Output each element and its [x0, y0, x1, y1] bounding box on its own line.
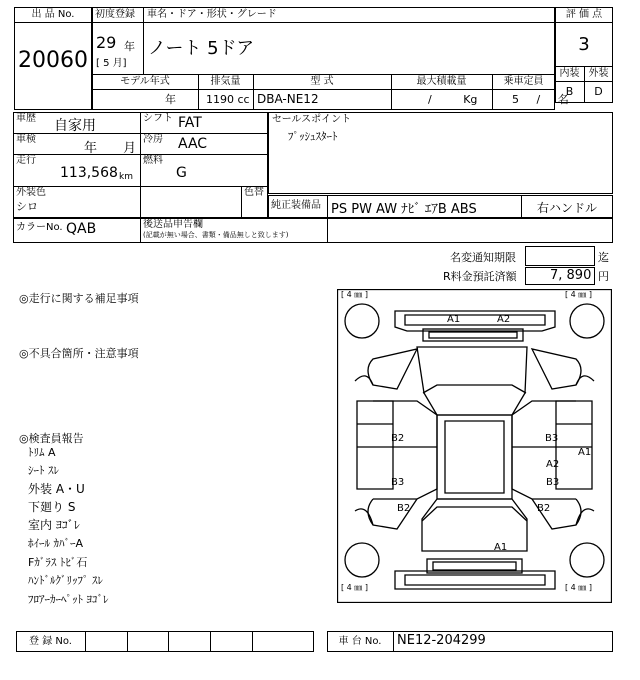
- tyre-depth-front-left: [ 4 ㎜ ]: [341, 290, 368, 299]
- interior-label: 内装: [559, 68, 580, 79]
- running-notes-label: ◎走行に関する補足事項: [19, 292, 139, 305]
- inspector-item: 外装 A・U: [28, 482, 85, 496]
- color-no-value: QAB: [66, 221, 97, 237]
- history-label: 車歴: [16, 113, 36, 124]
- docs-label: 後送品申告欄: [143, 219, 203, 230]
- inspector-item: ｼｰﾄ ｽﾚ: [28, 464, 59, 477]
- tyre-depth-rear-right: [ 4 ㎜ ]: [565, 583, 592, 592]
- docs-note: (記載が無い場合、書類・備品無しと致します): [143, 231, 289, 239]
- reg-label: 初度登録: [95, 9, 135, 20]
- color-docs-row: [13, 218, 613, 243]
- reg-year: 29: [96, 33, 117, 52]
- interior-score: B: [565, 85, 574, 98]
- recycle-value: 7, 890: [550, 268, 592, 283]
- model-year-label: モデル年式: [120, 76, 170, 87]
- name-change-unit: 迄: [598, 251, 609, 264]
- lot-number: 20060: [18, 48, 88, 73]
- mileage-unit: km: [119, 172, 133, 182]
- capacity-value: 5 / 名: [512, 93, 569, 106]
- car-name: ノート 5ドア: [148, 38, 255, 59]
- lot-label: 出 品 No.: [31, 9, 75, 20]
- mark-right-quarter-b2: B2: [537, 503, 551, 514]
- chassis-number: NE12-204299: [397, 633, 486, 648]
- type-label: 型 式: [310, 76, 334, 87]
- aircon-label: 冷房: [143, 134, 163, 145]
- capacity-label: 乗車定員: [503, 76, 544, 87]
- history-value: 自家用: [54, 118, 96, 134]
- shift-label: シフト: [143, 113, 173, 124]
- name-label: 車名・ドア・形状・グレード: [147, 9, 277, 20]
- model-year-unit: 年: [165, 93, 176, 106]
- sales-point-label: セールスポイント: [272, 114, 352, 125]
- color-value: シロ: [16, 200, 38, 213]
- recolor-label: 色替: [244, 187, 264, 198]
- fuel-label: 燃料: [143, 155, 163, 166]
- year-unit: 年: [124, 40, 135, 53]
- tyre-depth-front-right: [ 4 ㎜ ]: [565, 290, 592, 299]
- mark-right-front-door-b3: B3: [545, 433, 559, 444]
- equipment-label: 純正装備品: [271, 200, 321, 211]
- displacement-value: 1190 cc: [206, 93, 250, 106]
- name-change-label: 名変通知期限: [450, 251, 516, 264]
- recycle-unit: 円: [598, 270, 609, 283]
- max-load-label: 最大積載量: [416, 76, 467, 87]
- recycle-label: R料金預託済額: [443, 270, 517, 283]
- mark-right-side-a1: A1: [578, 447, 592, 458]
- max-load-value: / Kg: [428, 93, 478, 106]
- tyre-depth-rear-left: [ 4 ㎜ ]: [341, 583, 368, 592]
- inspection-value: 年 月: [84, 141, 137, 156]
- inspector-report-label: ◎検査員報告: [19, 432, 84, 445]
- aircon-value: AAC: [178, 136, 208, 152]
- inspector-item: ﾎｲｰﾙ ｶﾊﾞｰA: [28, 537, 84, 550]
- mark-left-quarter-b2: B2: [397, 503, 411, 514]
- inspection-label: 車検: [16, 134, 36, 145]
- mark-right-rear-door-b3: B3: [546, 477, 560, 488]
- mark-front-bumper-a1: A1: [447, 314, 461, 325]
- reg-month: [ 5 月]: [96, 58, 127, 69]
- inspector-item: Fｶﾞﾗｽ ﾄﾋﾞ石: [28, 556, 88, 569]
- chassis-label: 車 台 No.: [338, 636, 382, 647]
- inspector-item: 室内 ﾖｺﾞﾚ: [28, 518, 80, 532]
- model-code: DBA-NE12: [257, 92, 319, 106]
- color-no-label: カラーNo.: [16, 222, 63, 233]
- mark-rear-a1: A1: [494, 542, 508, 553]
- mark-left-front-door-b2: B2: [391, 433, 405, 444]
- inspector-item: 下廻り S: [28, 500, 76, 514]
- score-label: 評 価 点: [565, 9, 603, 20]
- exterior-score: D: [594, 85, 603, 98]
- reg-no-label: 登 録 No.: [29, 636, 72, 647]
- inspector-item: ﾊﾝﾄﾞﾙｸﾞﾘｯﾌﾟ ｽﾚ: [28, 574, 103, 587]
- color-label: 外装色: [16, 187, 46, 198]
- inspector-item: ﾄﾘﾑ A: [28, 446, 56, 459]
- car-diagram: [337, 289, 612, 603]
- mark-front-bumper-a2: A2: [497, 314, 511, 325]
- equipment-value: PS PW AW ﾅﾋﾞ ｴｱB ABS: [331, 202, 477, 217]
- defect-notes-label: ◎不具合箇所・注意事項: [19, 347, 139, 360]
- inspector-item: ﾌﾛｱｰｶｰﾍﾟｯﾄ ﾖｺﾞﾚ: [28, 593, 109, 606]
- exterior-label: 外装: [588, 68, 609, 79]
- shift-value: FAT: [178, 115, 202, 131]
- fuel-value: G: [176, 165, 187, 181]
- car-diagram-svg: [337, 289, 612, 603]
- displacement-label: 排気量: [210, 76, 241, 87]
- mark-right-door-a2: A2: [546, 459, 560, 470]
- mileage-value: 113,568: [60, 165, 118, 181]
- steering-value: 右ハンドル: [536, 201, 597, 215]
- mileage-label: 走行: [16, 155, 36, 166]
- name-change-box: [525, 246, 595, 266]
- sales-point-value: ﾌﾟｯｼｭｽﾀｰﾄ: [288, 130, 338, 143]
- mark-left-rear-door-b3: B3: [391, 477, 405, 488]
- score-value: 3: [578, 34, 590, 55]
